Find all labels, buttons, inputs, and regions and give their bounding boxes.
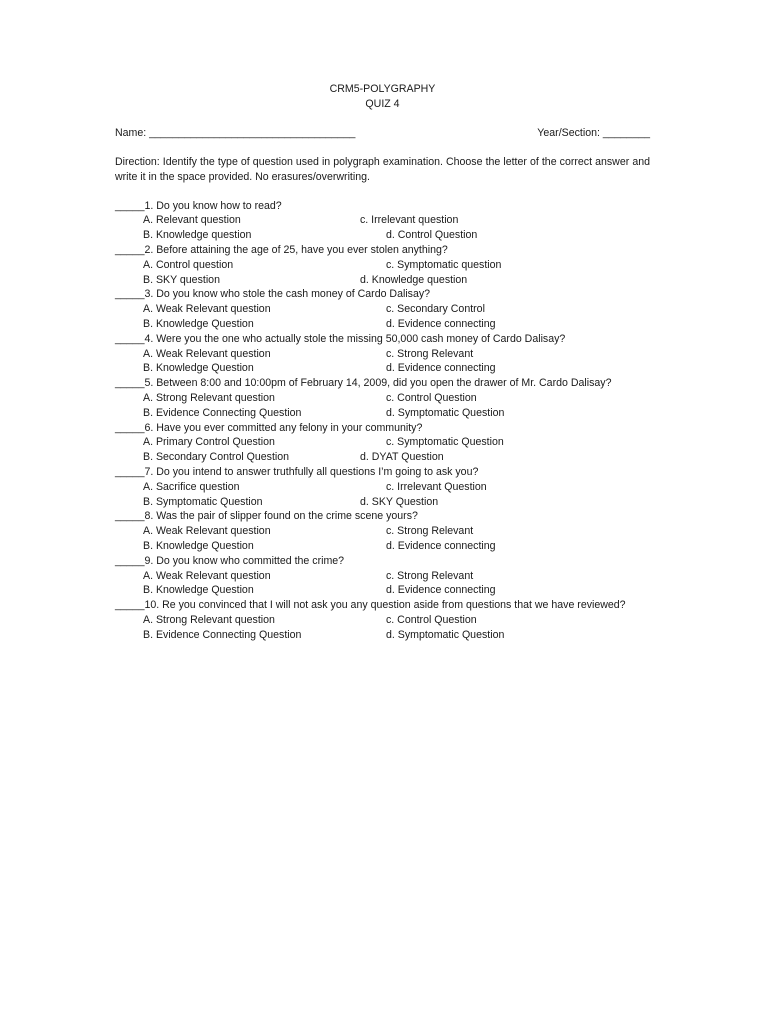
option-c: c. Control Question <box>386 613 477 626</box>
option-d: d. Symptomatic Question <box>386 406 505 419</box>
question-2 <box>115 243 650 287</box>
name-row <box>115 126 650 141</box>
option-a: A. Sacrifice question <box>143 480 240 493</box>
direction-text: Direction: Identify the type of question used in polygraph examination. Choose the letter of the correct answer and write it in the space provided. No erasures/overwriting. <box>115 156 650 183</box>
question-7 <box>115 465 650 509</box>
option-a: A. Weak Relevant question <box>143 347 271 360</box>
option-a: A. Control question <box>143 258 234 271</box>
question-text: _____6. Have you ever committed any felony in your community? <box>115 421 423 434</box>
option-b: B. Knowledge Question <box>143 362 254 375</box>
option-c: c. Symptomatic question <box>386 258 502 271</box>
option-c: c. Strong Relevant <box>386 569 474 582</box>
option-c: c. Irrelevant question <box>360 214 459 227</box>
option-c: c. Control Question <box>386 391 477 404</box>
question-text: _____9. Do you know who committed the crime? <box>115 554 345 567</box>
option-a: A. Primary Control Question <box>143 436 275 449</box>
question-text: _____3. Do you know who stole the cash money of Cardo Dalisay? <box>115 288 431 301</box>
question-8 <box>115 509 650 553</box>
question-5 <box>115 376 650 420</box>
option-d: d. Evidence connecting <box>386 362 496 375</box>
option-d: d. Evidence connecting <box>386 317 496 330</box>
quiz-title: QUIZ 4 <box>365 98 400 110</box>
option-c: c. Strong Relevant <box>386 525 474 538</box>
option-b: B. Knowledge question <box>143 229 252 242</box>
option-d: d. Control Question <box>386 229 478 242</box>
question-text: _____5. Between 8:00 and 10:00pm of February 14, 2009, did you open the drawer of Mr. Cardo Dalisay? <box>115 377 612 390</box>
question-text: _____7. Do you intend to answer truthfully all questions I’m going to ask you? <box>115 465 479 478</box>
option-d: d. DYAT Question <box>360 451 444 464</box>
question-4 <box>115 332 650 376</box>
option-b: B. Knowledge Question <box>143 584 254 597</box>
option-b: B. Knowledge Question <box>143 539 254 552</box>
quiz-document <box>115 82 650 643</box>
option-b: B. Symptomatic Question <box>143 495 263 508</box>
question-9 <box>115 554 650 598</box>
option-d: d. Evidence connecting <box>386 584 496 597</box>
option-b: B. SKY question <box>143 273 220 286</box>
option-a: A. Strong Relevant question <box>143 391 275 404</box>
option-b: B. Evidence Connecting Question <box>143 406 302 419</box>
document-title <box>115 82 650 112</box>
option-c: c. Symptomatic Question <box>386 436 504 449</box>
option-a: A. Weak Relevant question <box>143 569 271 582</box>
option-a: A. Strong Relevant question <box>143 613 275 626</box>
question-3 <box>115 287 650 331</box>
option-d: d. Knowledge question <box>360 273 468 286</box>
question-text: _____2. Before attaining the age of 25, have you ever stolen anything? <box>115 243 448 256</box>
option-d: d. Symptomatic Question <box>386 628 505 641</box>
option-b: B. Secondary Control Question <box>143 451 290 464</box>
option-b: B. Knowledge Question <box>143 317 254 330</box>
option-c: c. Strong Relevant <box>386 347 474 360</box>
question-10 <box>115 598 650 642</box>
name-field[interactable]: Name: ___________________________________ <box>115 127 356 139</box>
option-d: d. Evidence connecting <box>386 539 496 552</box>
question-6 <box>115 421 650 465</box>
option-a: A. Relevant question <box>143 214 241 227</box>
question-text: _____1. Do you know how to read? <box>115 199 282 212</box>
question-text: _____4. Were you the one who actually stole the missing 50,000 cash money of Cardo Dalisay? <box>115 332 566 345</box>
question-text: _____10. Re you convinced that I will not ask you any question aside from questions that we have reviewed? <box>115 599 626 612</box>
option-b: B. Evidence Connecting Question <box>143 628 302 641</box>
option-a: A. Weak Relevant question <box>143 303 271 316</box>
question-list <box>115 199 650 643</box>
option-c: c. Irrelevant Question <box>386 480 487 493</box>
year-section-field[interactable]: Year/Section: ________ <box>537 127 650 139</box>
option-c: c. Secondary Control <box>386 303 485 316</box>
course-title: CRM5-POLYGRAPHY <box>329 83 436 95</box>
option-d: d. SKY Question <box>360 495 439 508</box>
option-a: A. Weak Relevant question <box>143 525 271 538</box>
question-text: _____8. Was the pair of slipper found on the crime scene yours? <box>115 510 418 523</box>
question-1 <box>115 199 650 243</box>
